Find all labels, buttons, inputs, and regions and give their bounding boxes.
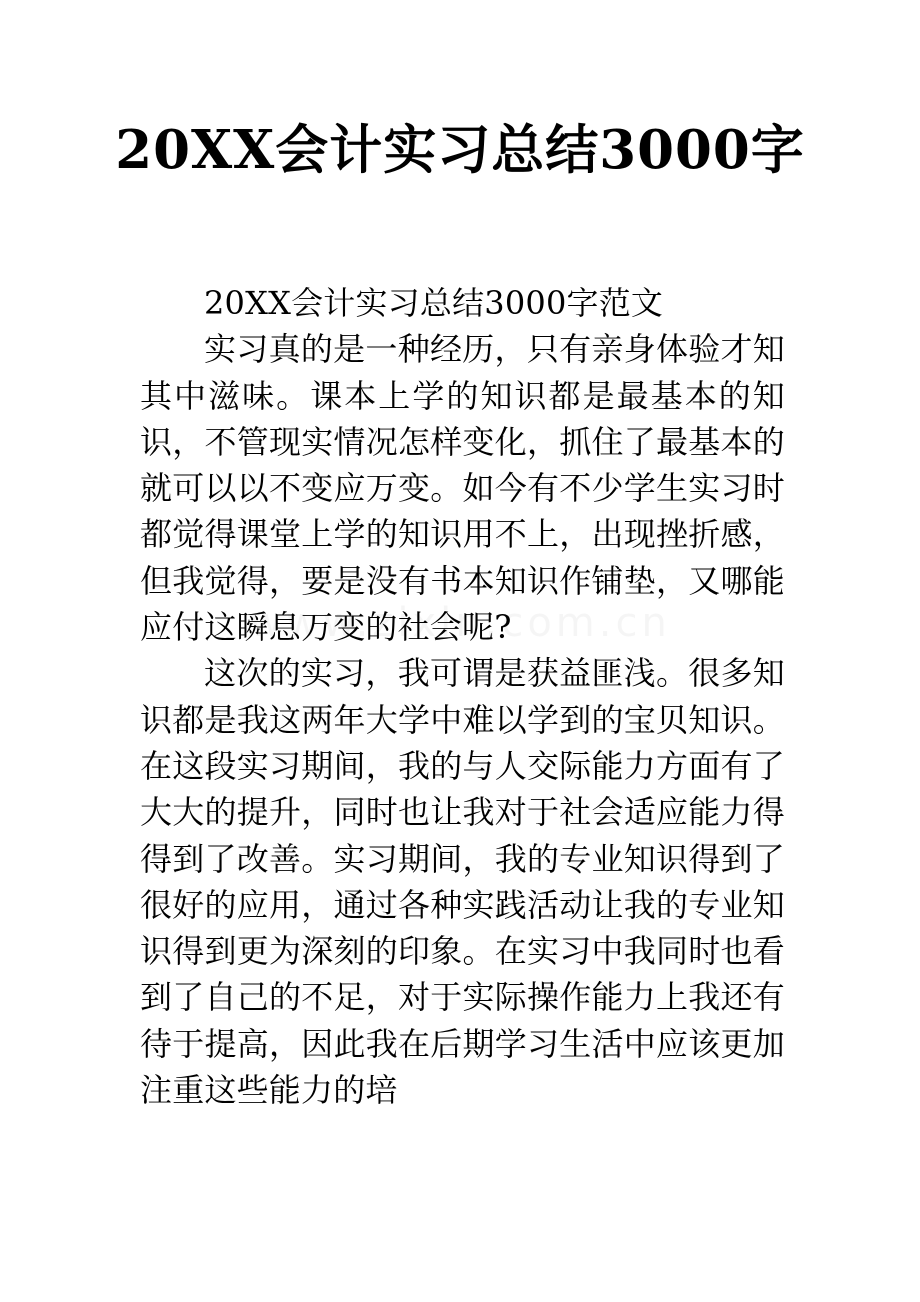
document-body [140,280,785,1113]
paragraph-subtitle: 20XX会计实习总结3000字范文 [204,284,664,322]
paragraph: 实习真的是一种经历，只有亲身体验才知其中滋味。课本上学的知识都是最基本的知识，不管现实情况怎样变化，抓住了最基本的就可以以不变应万变。如今有不少学生实习时都觉得课堂上学的知识用不上，出现挫折感，但我觉得，要是没有书本知识作铺垫，又哪能应付这瞬息万变的社会呢? [140,330,785,647]
document-title: 20XX会计实习总结3000字 [115,119,805,181]
paragraph: 这次的实习，我可谓是获益匪浅。很多知识都是我这两年大学中难以学到的宝贝知识。在这段实习期间，我的与人交际能力方面有了大大的提升，同时也让我对于社会适应能力得得到了改善。实习期间，我的专业知识得到了很好的应用，通过各种实践活动让我的专业知识得到更为深刻的印象。在实习中我同时也看到了自己的不足，对于实际操作能力上我还有待于提高，因此我在后期学习生活中应该更加注重这些能力的培 [140,654,785,1110]
